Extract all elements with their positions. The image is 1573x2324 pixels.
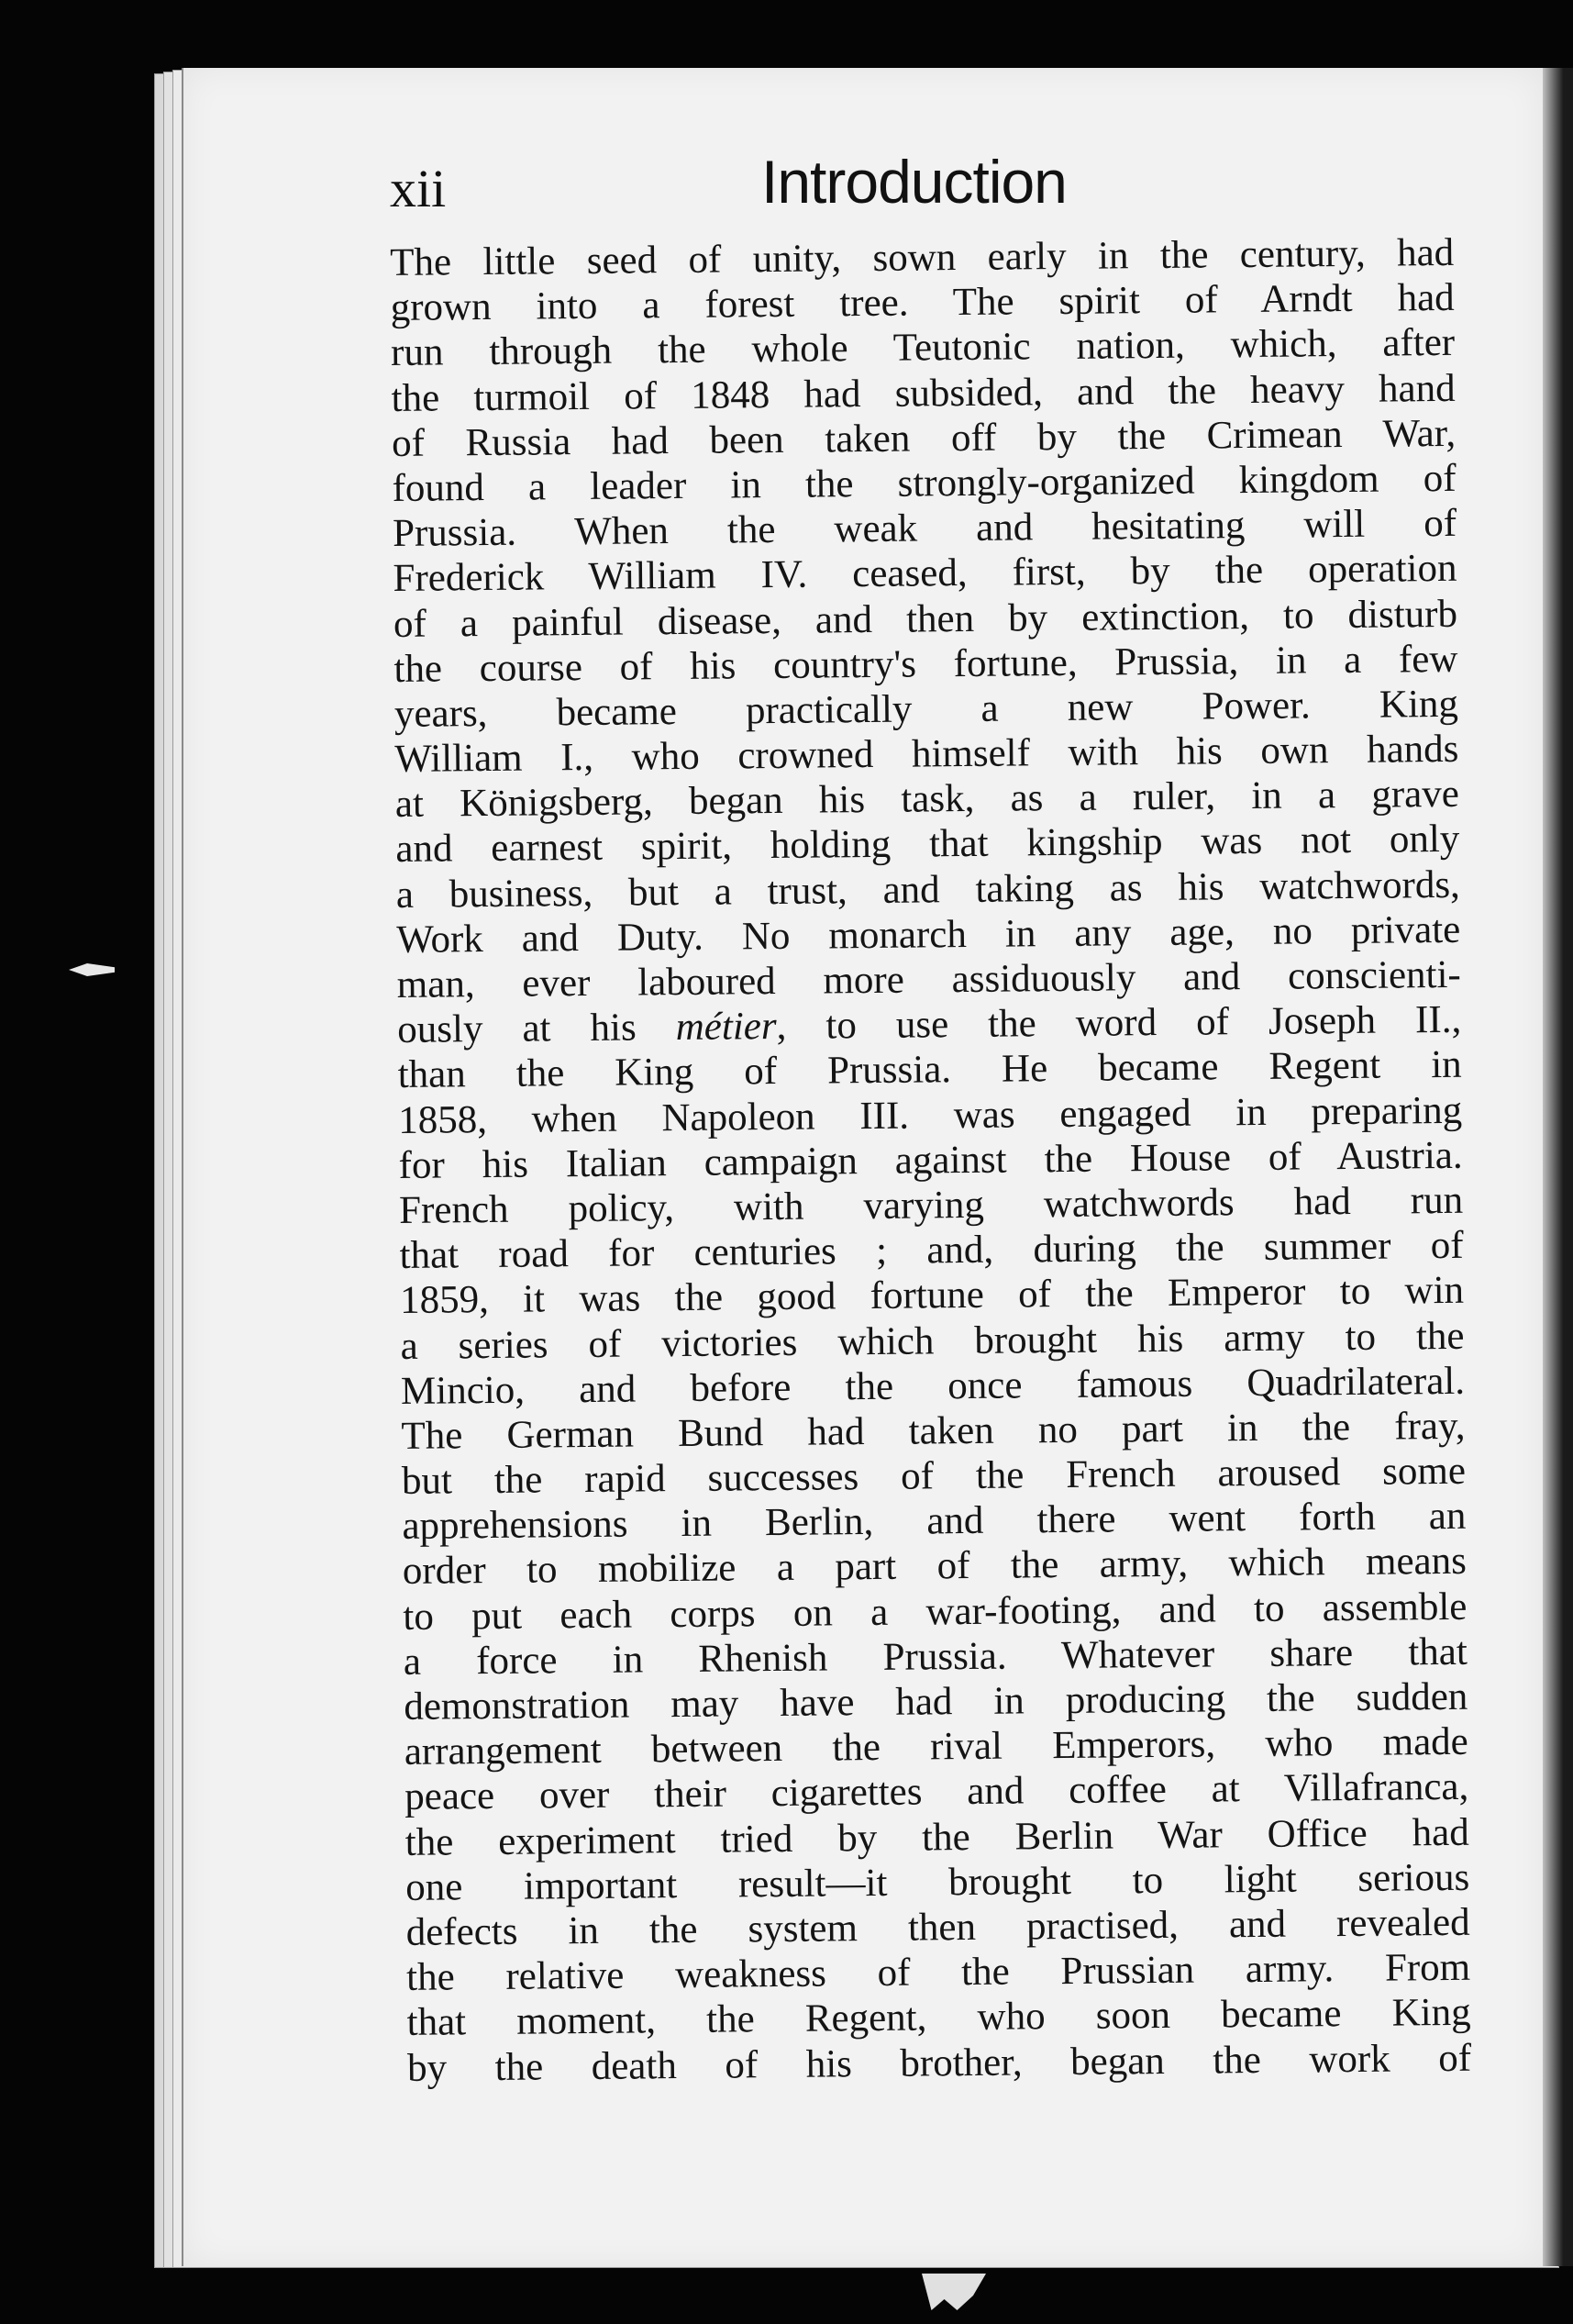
text-line: defects in the system then practised, and revealed [405,1900,1470,1954]
text-line: The little seed of unity, sown early in the century, had [390,230,1455,284]
text-line: Work and Duty. No monarch in any age, no private [396,907,1461,962]
text-line: a force in Rhenish Prussia. Whatever share that [403,1629,1468,1684]
text-line: French policy, with varying watchwords had run [398,1178,1464,1232]
text-segment: , to use the word of Joseph II., [776,998,1462,1049]
text-line: man, ever laboured more assiduously and conscienti- [396,952,1461,1006]
chapter-title: Introduction [761,148,1067,216]
text-line: Frederick William IV. ceased, first, by the operation [393,547,1457,601]
text-line: a series of victories which brought his army to the [400,1314,1465,1368]
margin-mark [69,963,115,976]
page-number: xii [390,159,447,218]
text-line: arrangement between the rival Emperors, who made [404,1719,1468,1774]
text-line: the turmoil of 1848 had subsided, and the heavy hand [391,366,1456,420]
text-line: at Königsberg, began his task, as a ruler, in a grave [394,773,1460,827]
text-line: Mincio, and before the once famous Quadrilateral. [400,1359,1466,1413]
text-line: William I., who crowned himself with his own hands [394,727,1459,782]
text-line: than the King of Prussia. He became Regent in [397,1043,1462,1097]
text-line: demonstration may have had in producing the sudden [404,1674,1468,1729]
text-line: 1858, when Napoleon III. was engaged in preparing [397,1088,1463,1142]
text-line: by the death of his brother, began the work of [406,2036,1472,2090]
text-line: the relative weakness of the Prussian army. From [405,1945,1471,2000]
body-text [390,230,1471,2091]
book-gutter [1541,68,1573,2266]
text-line: the experiment tried by the Berlin War Office had [404,1810,1469,1864]
text-line: and earnest spirit, holding that kingship was not only [395,817,1460,872]
text-line: the course of his country's fortune, Prussia, in a few [393,637,1458,691]
text-line: one important result—it brought to light serious [405,1855,1470,1909]
text-line: found a leader in the strongly-organized kingdom of [392,456,1457,510]
scan-artifact [922,2274,986,2310]
text-line: to put each corps on a war-footing, and to assemble [403,1585,1468,1639]
text-line: but the rapid successes of the French aroused some [401,1449,1467,1503]
text-line: years, became practically a new Power. King [393,682,1459,736]
text-line: 1859, it was the good fortune of the Emperor to win [399,1269,1465,1323]
text-line: run through the whole Teutonic nation, which, after [390,321,1456,375]
text-line: that moment, the Regent, who soon became King [406,1991,1471,2045]
text-line: Prussia. When the weak and hesitating will of [392,501,1457,556]
text-line: of a painful disease, and then by extinction, to disturb [393,592,1458,646]
text-segment: ously at his [397,1006,676,1052]
text-line: peace over their cigarettes and coffee at Villafranca, [404,1765,1469,1819]
text-line: order to mobilize a part of the army, which means [402,1540,1468,1594]
running-head [390,147,1445,229]
text-line: a business, but a trust, and taking as his watchwords, [395,862,1461,917]
text-line: of Russia had been taken off by the Crimean War, [391,411,1457,465]
text-line: apprehensions in Berlin, and there went forth an [402,1495,1467,1549]
text-line: grown into a forest tree. The spirit of Arndt had [390,276,1455,330]
italic-word: métier [675,1005,777,1050]
text-line: The German Bund had taken no part in the fray, [401,1404,1466,1458]
text-line: that road for centuries ; and, during the summer of [399,1223,1464,1278]
text-line: for his Italian campaign against the House of Austria. [398,1133,1463,1187]
